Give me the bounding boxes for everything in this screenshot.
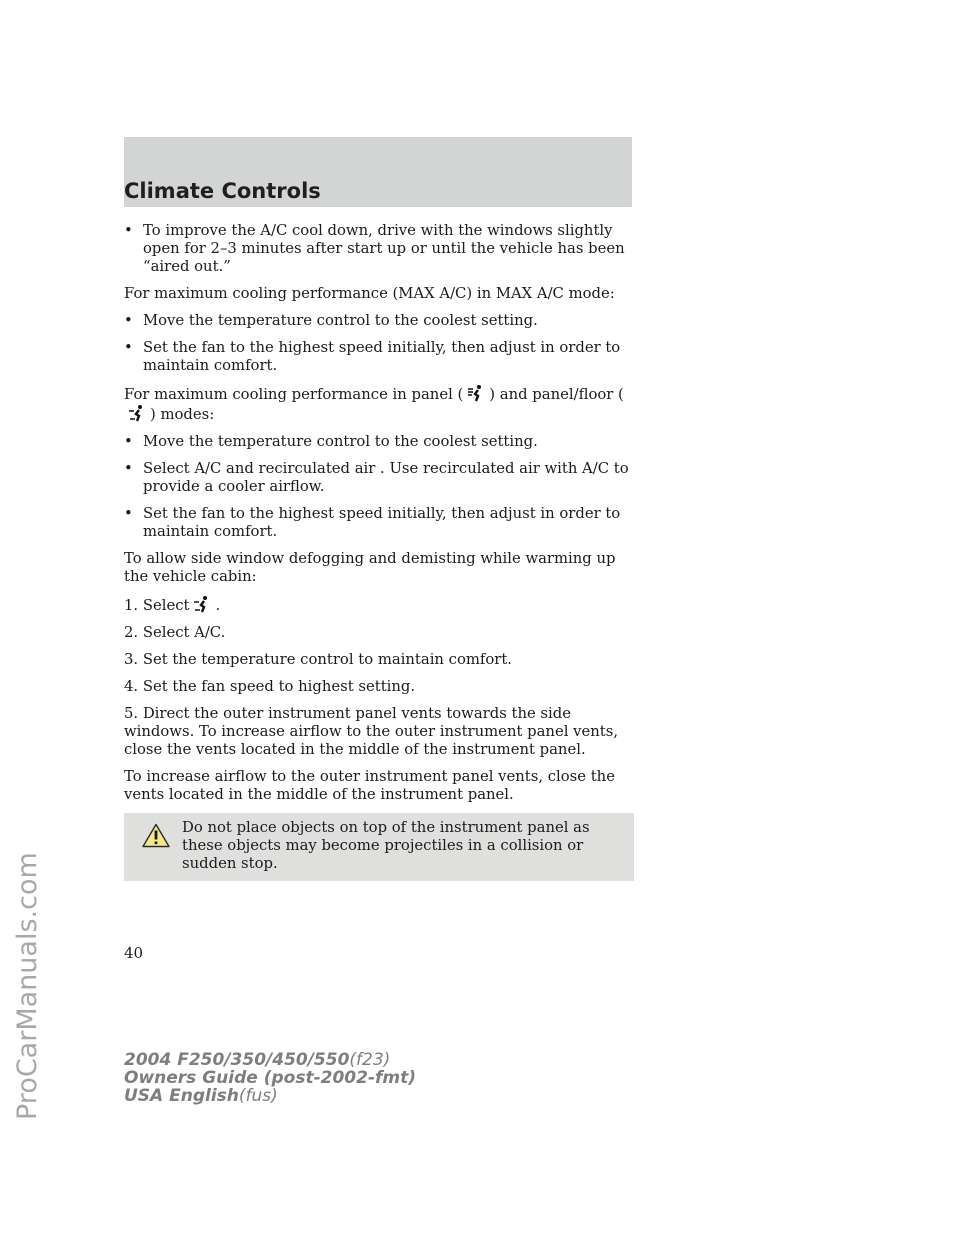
bullet-item: • Move the temperature control to the coolest setting. xyxy=(124,312,634,330)
text-fragment: . xyxy=(215,597,221,614)
watermark: ProCarManuals.com xyxy=(12,852,43,1120)
step-3: 3. Set the temperature control to maintain comfort. xyxy=(124,651,512,668)
footer-line-2: Owners Guide (post-2002-fmt) xyxy=(124,1068,417,1088)
text-fragment: 1. Select xyxy=(124,597,190,614)
footer-language-code: (fus) xyxy=(238,1086,278,1106)
bullet-item: • Set the fan to the highest speed initially, then adjust in order to maintain comfort. xyxy=(124,505,634,541)
text-fragment: ) modes: xyxy=(150,406,215,423)
step-5: 5. Direct the outer instrument panel vents towards the side windows. To increase airflow to the outer instrument panel vents, close the vents located in the middle of the instrument panel. xyxy=(124,705,619,758)
footer-model-code: (f23) xyxy=(349,1050,391,1070)
bullet-item: • Select A/C and recirculated air . Use recirculated air with A/C to provide a cooler airflow. xyxy=(124,460,634,496)
footer-language: USA English xyxy=(124,1086,239,1106)
footer-line-3 xyxy=(124,1087,416,1105)
panel-floor-vent-icon xyxy=(193,595,211,613)
paragraph: To increase airflow to the outer instrument panel vents, close the vents located in the middle of the instrument panel. xyxy=(124,768,615,803)
footer-line-1 xyxy=(124,1051,416,1069)
warning-text: Do not place objects on top of the instrument panel as these objects may become projectiles in a collision or sudden stop. xyxy=(182,819,590,872)
section-title: Climate Controls xyxy=(124,179,321,203)
text-fragment: ) and panel/floor ( xyxy=(489,386,624,403)
warning-triangle-icon xyxy=(142,823,170,848)
bullet-item: • Set the fan to the highest speed initially, then adjust in order to maintain comfort. xyxy=(124,339,634,375)
page-number: 40 xyxy=(124,944,144,962)
panel-vent-icon xyxy=(467,384,485,402)
warning-box xyxy=(124,813,634,881)
text-fragment: For maximum cooling performance in panel ( xyxy=(124,386,464,403)
panel-floor-vent-icon xyxy=(128,404,146,422)
step-1 xyxy=(124,595,634,615)
paragraph: To allow side window defogging and demisting while warming up the vehicle cabin: xyxy=(124,550,616,585)
paragraph-panel-modes xyxy=(124,384,634,424)
step-4: 4. Set the fan speed to highest setting. xyxy=(124,678,416,695)
bullet-item: • To improve the A/C cool down, drive with the windows slightly open for 2–3 minutes after start up or until the vehicle has been “aired out.” xyxy=(124,222,634,276)
bullet-item: • Move the temperature control to the coolest setting. xyxy=(124,433,634,451)
step-2: 2. Select A/C. xyxy=(124,624,226,641)
footer-model: 2004 F250/350/450/550 xyxy=(124,1050,350,1070)
footer xyxy=(124,1051,416,1105)
page-content xyxy=(124,222,634,881)
paragraph: For maximum cooling performance (MAX A/C) in MAX A/C mode: xyxy=(124,285,615,302)
